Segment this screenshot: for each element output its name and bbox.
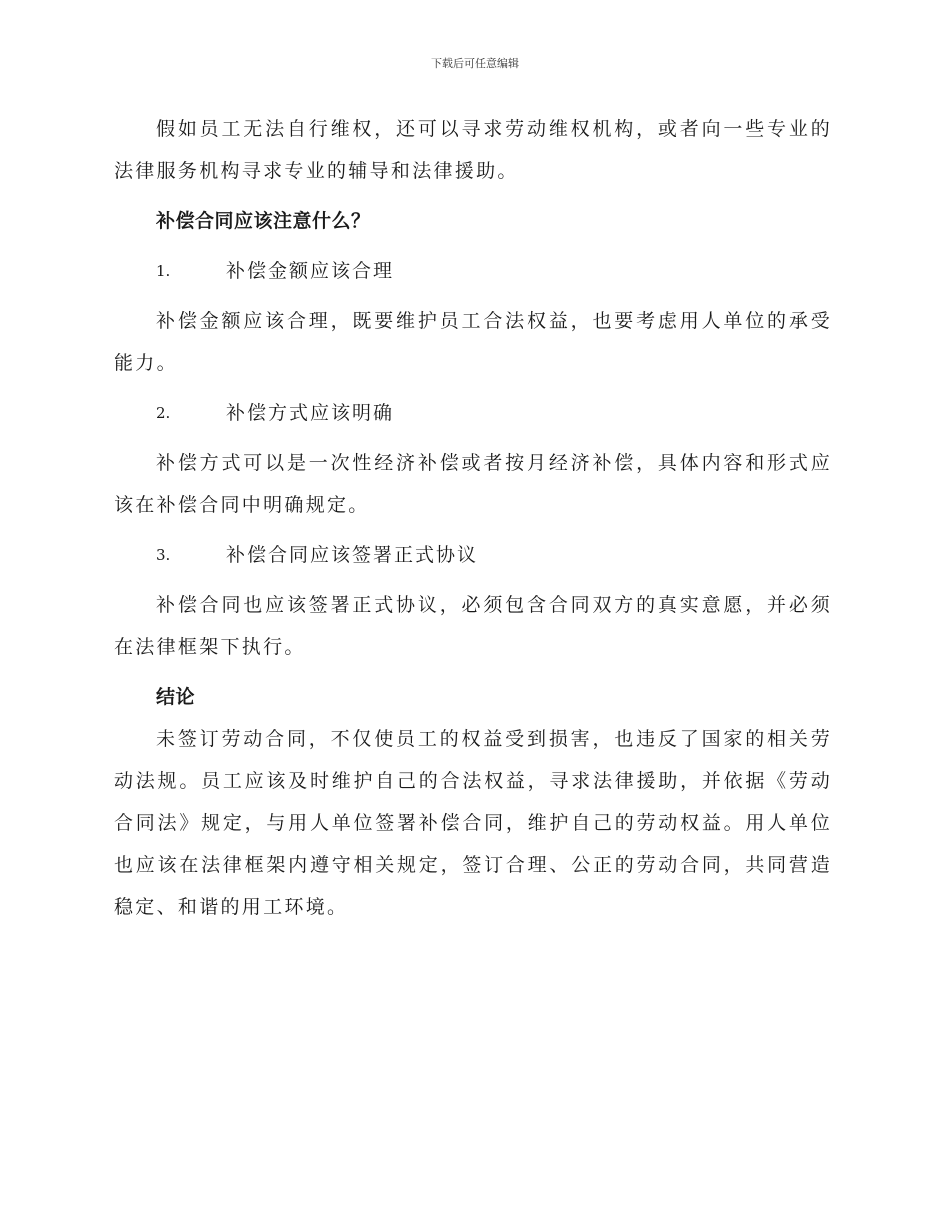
- list-item-label: 补偿金额应该合理: [226, 260, 395, 282]
- paragraph-method: 补偿方式可以是一次性经济补偿或者按月经济补偿，具体内容和形式应该在补偿合同中明确规定。: [114, 452, 832, 516]
- paragraph-conclusion: 未签订劳动合同，不仅使员工的权益受到损害，也违反了国家的相关劳动法规。员工应该及时维护自己的合法权益，寻求法律援助，并依据《劳动合同法》规定，与用人单位签署补偿合同，维护自己的劳动权益。用人单位也应该在法律框架内遵守相关规定，签订合理、公正的劳动合同，共同营造稳定、和谐的用工环境。: [114, 728, 832, 918]
- section-heading-compensation: 补偿合同应该注意什么？: [156, 210, 371, 232]
- page-header: 下载后可任意编辑: [431, 57, 519, 70]
- paragraph-agreement: 补偿合同也应该签署正式协议，必须包含合同双方的真实意愿，并必须在法律框架下执行。: [114, 594, 832, 658]
- paragraph-amount: 补偿金额应该合理，既要维护员工合法权益，也要考虑用人单位的承受能力。: [114, 310, 832, 374]
- list-item-number: 2.: [156, 404, 171, 422]
- list-item: [114, 392, 832, 434]
- list-item-number: 1.: [156, 262, 171, 280]
- document-body: [114, 108, 832, 928]
- list-item-label: 补偿合同应该签署正式协议: [226, 544, 479, 566]
- list-item-number: 3.: [156, 546, 171, 564]
- list-item-label: 补偿方式应该明确: [226, 402, 395, 424]
- paragraph-rights-assistance: 假如员工无法自行维权，还可以寻求劳动维权机构，或者向一些专业的法律服务机构寻求专业的辅导和法律援助。: [114, 118, 832, 182]
- section-heading-conclusion: 结论: [156, 686, 196, 708]
- list-item: [114, 534, 832, 576]
- list-item: [114, 250, 832, 292]
